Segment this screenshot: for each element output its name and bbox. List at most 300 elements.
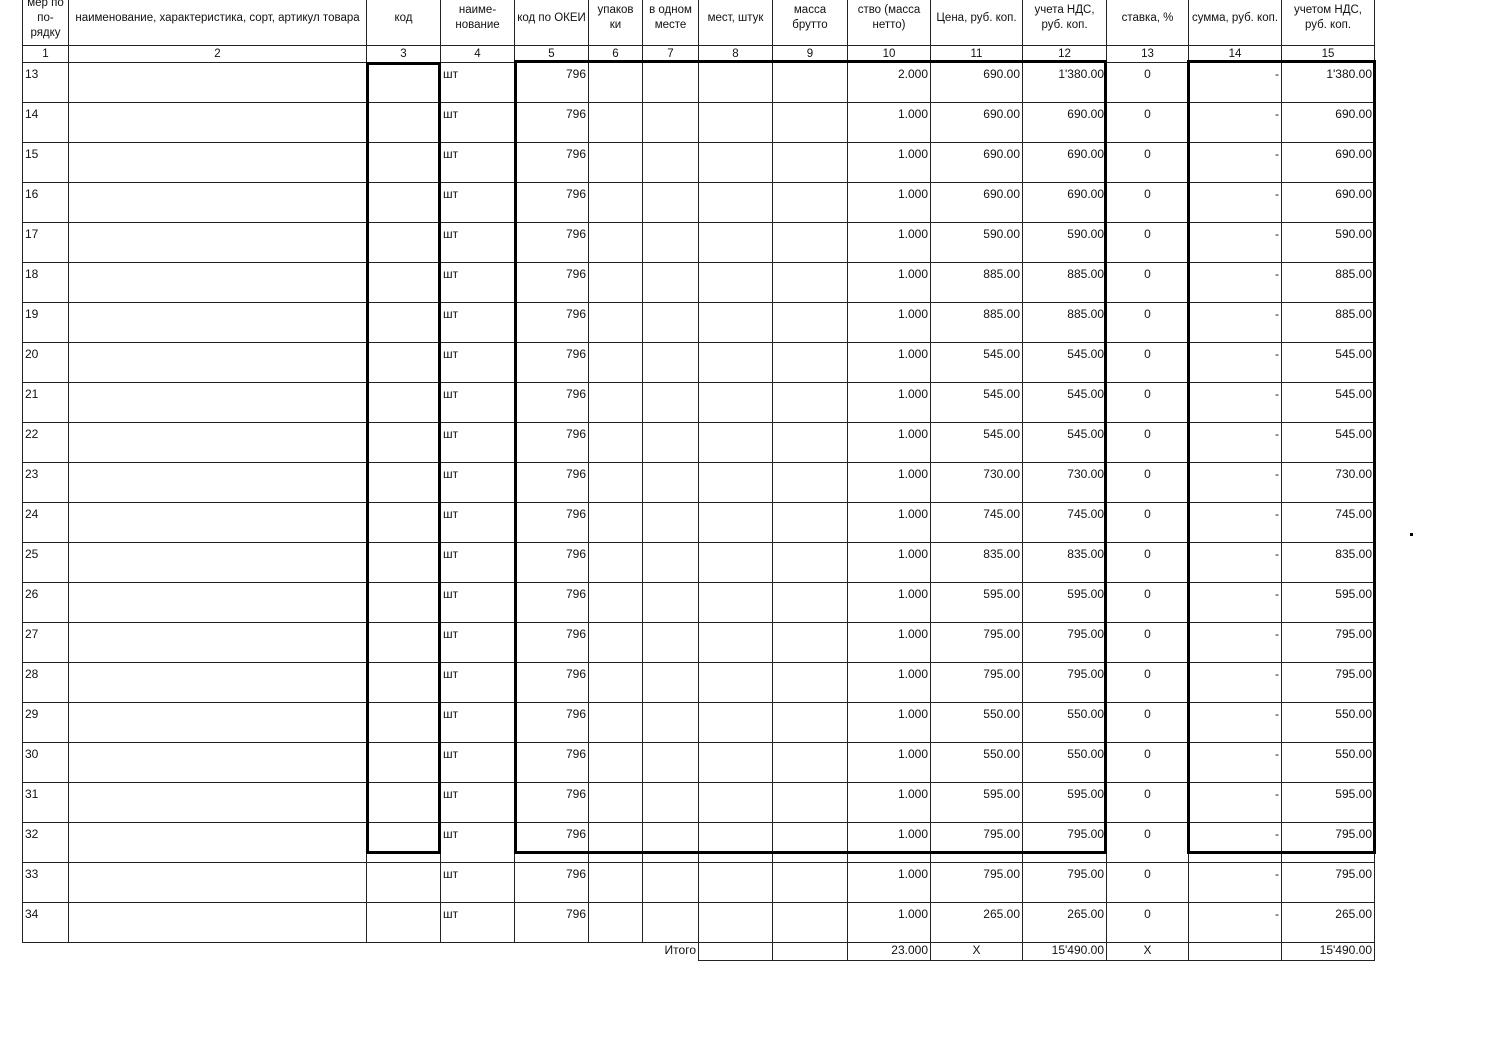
cell-total: 595.00 [1282, 583, 1375, 623]
cell-total: 545.00 [1282, 383, 1375, 423]
cell-okei: 796 [515, 743, 589, 783]
empty-cell [699, 303, 773, 343]
cell-qty: 1.000 [848, 343, 931, 383]
cell-n: 28 [23, 663, 69, 703]
column-number: 10 [848, 46, 931, 63]
cell-price: 835.00 [931, 543, 1023, 583]
cell-n: 15 [23, 143, 69, 183]
table-row [23, 703, 1375, 743]
empty-cell [367, 543, 441, 583]
cell-price: 690.00 [931, 63, 1023, 103]
header-row [23, 0, 1375, 46]
cell-qty: 1.000 [848, 503, 931, 543]
cell-vat-rate: 0 [1107, 263, 1189, 303]
cell-qty: 1.000 [848, 423, 931, 463]
empty-cell [773, 823, 848, 863]
empty-cell [367, 303, 441, 343]
empty-cell [773, 743, 848, 783]
cell-n: 21 [23, 383, 69, 423]
cell-okei: 796 [515, 103, 589, 143]
total-qty: 23.000 [848, 943, 931, 961]
cell-vat-sum: - [1189, 423, 1282, 463]
cell-n: 33 [23, 863, 69, 903]
empty-cell [589, 423, 643, 463]
empty-cell [773, 703, 848, 743]
cell-n: 34 [23, 903, 69, 943]
cell-total: 690.00 [1282, 183, 1375, 223]
empty-cell [589, 703, 643, 743]
empty-cell [367, 583, 441, 623]
empty-cell [589, 343, 643, 383]
cell-price: 795.00 [931, 663, 1023, 703]
cell-qty: 1.000 [848, 823, 931, 863]
cell-n: 32 [23, 823, 69, 863]
empty-cell [367, 103, 441, 143]
cell-okei: 796 [515, 623, 589, 663]
cell-unit: шт [441, 63, 515, 103]
empty-cell [589, 223, 643, 263]
cell-sum: 545.00 [1023, 383, 1107, 423]
cell-okei: 796 [515, 703, 589, 743]
cell-vat-rate: 0 [1107, 143, 1189, 183]
cell-vat-sum: - [1189, 503, 1282, 543]
cell-vat-sum: - [1189, 223, 1282, 263]
table-row [23, 303, 1375, 343]
cell-total: 1'380.00 [1282, 63, 1375, 103]
empty-cell [69, 663, 367, 703]
empty-cell [643, 303, 699, 343]
empty-cell [773, 223, 848, 263]
cell-total: 885.00 [1282, 303, 1375, 343]
column-header: упаков ки [589, 0, 643, 46]
column-number: 11 [931, 46, 1023, 63]
empty-cell [699, 263, 773, 303]
empty-cell [69, 223, 367, 263]
empty-cell [69, 303, 367, 343]
cell-okei: 796 [515, 303, 589, 343]
cell-total: 545.00 [1282, 423, 1375, 463]
cell-total: 795.00 [1282, 663, 1375, 703]
empty-cell [367, 63, 441, 103]
cell-sum: 795.00 [1023, 623, 1107, 663]
cell-n: 31 [23, 783, 69, 823]
cell-sum: 745.00 [1023, 503, 1107, 543]
cell-vat-rate: 0 [1107, 63, 1189, 103]
cell-sum: 545.00 [1023, 343, 1107, 383]
empty-cell [23, 943, 69, 961]
cell-unit: шт [441, 663, 515, 703]
cell-vat-sum: - [1189, 663, 1282, 703]
cell-sum: 690.00 [1023, 183, 1107, 223]
empty-cell [773, 423, 848, 463]
cell-qty: 1.000 [848, 583, 931, 623]
cell-qty: 1.000 [848, 903, 931, 943]
cell-sum: 595.00 [1023, 783, 1107, 823]
cell-vat-sum: - [1189, 183, 1282, 223]
empty-cell [589, 583, 643, 623]
cell-price: 550.00 [931, 703, 1023, 743]
cell-sum: 795.00 [1023, 823, 1107, 863]
empty-cell [589, 623, 643, 663]
cell-vat-rate: 0 [1107, 503, 1189, 543]
cell-okei: 796 [515, 863, 589, 903]
totals-row [23, 943, 1375, 961]
cell-sum: 835.00 [1023, 543, 1107, 583]
cell-n: 18 [23, 263, 69, 303]
cell-vat-rate: 0 [1107, 663, 1189, 703]
cell-qty: 1.000 [848, 463, 931, 503]
cell-unit: шт [441, 823, 515, 863]
empty-cell [643, 863, 699, 903]
cell-total: 885.00 [1282, 263, 1375, 303]
cell-sum: 550.00 [1023, 703, 1107, 743]
column-header: наименование, характеристика, сорт, артикул товара [69, 0, 367, 46]
empty-cell [367, 663, 441, 703]
cell-price: 885.00 [931, 263, 1023, 303]
cell-vat-rate: 0 [1107, 303, 1189, 343]
empty-cell [643, 103, 699, 143]
empty-cell [589, 183, 643, 223]
empty-cell [773, 183, 848, 223]
empty-cell [589, 143, 643, 183]
cell-vat-rate: 0 [1107, 463, 1189, 503]
empty-cell [69, 783, 367, 823]
cell-sum: 730.00 [1023, 463, 1107, 503]
column-number: 6 [589, 46, 643, 63]
column-number: 13 [1107, 46, 1189, 63]
cell-price: 795.00 [931, 623, 1023, 663]
empty-cell [699, 823, 773, 863]
cell-okei: 796 [515, 63, 589, 103]
cell-price: 545.00 [931, 383, 1023, 423]
cell-qty: 1.000 [848, 543, 931, 583]
empty-cell [699, 943, 773, 961]
table-row [23, 623, 1375, 663]
cell-vat-sum: - [1189, 703, 1282, 743]
cell-sum: 550.00 [1023, 743, 1107, 783]
cell-vat-sum: - [1189, 463, 1282, 503]
column-header: учетом НДС, руб. коп. [1282, 0, 1375, 46]
cell-unit: шт [441, 423, 515, 463]
empty-cell [773, 543, 848, 583]
empty-cell [643, 503, 699, 543]
table-row [23, 103, 1375, 143]
cell-okei: 796 [515, 183, 589, 223]
empty-cell [589, 103, 643, 143]
column-number-row [23, 46, 1375, 63]
cell-vat-rate: 0 [1107, 583, 1189, 623]
empty-cell [643, 343, 699, 383]
cell-price: 730.00 [931, 463, 1023, 503]
table-row [23, 543, 1375, 583]
empty-cell [699, 63, 773, 103]
empty-cell [699, 663, 773, 703]
cell-unit: шт [441, 183, 515, 223]
empty-cell [69, 863, 367, 903]
cell-n: 25 [23, 543, 69, 583]
table-row [23, 263, 1375, 303]
column-number: 15 [1282, 46, 1375, 63]
cell-okei: 796 [515, 903, 589, 943]
column-number: 4 [441, 46, 515, 63]
total-price: X [931, 943, 1023, 961]
cell-okei: 796 [515, 503, 589, 543]
cell-total: 795.00 [1282, 623, 1375, 663]
empty-cell [589, 63, 643, 103]
cell-okei: 796 [515, 823, 589, 863]
cell-vat-sum: - [1189, 863, 1282, 903]
empty-cell [643, 623, 699, 663]
empty-cell [69, 263, 367, 303]
cell-vat-rate: 0 [1107, 423, 1189, 463]
cell-vat-sum: - [1189, 63, 1282, 103]
empty-cell [643, 383, 699, 423]
cell-okei: 796 [515, 543, 589, 583]
empty-cell [367, 703, 441, 743]
cell-vat-rate: 0 [1107, 863, 1189, 903]
table-row [23, 63, 1375, 103]
cell-price: 590.00 [931, 223, 1023, 263]
empty-cell [699, 703, 773, 743]
empty-cell [773, 303, 848, 343]
empty-cell [367, 823, 441, 863]
empty-cell [699, 343, 773, 383]
cell-sum: 545.00 [1023, 423, 1107, 463]
empty-cell [699, 783, 773, 823]
cell-n: 24 [23, 503, 69, 543]
empty-cell [69, 583, 367, 623]
cell-price: 795.00 [931, 863, 1023, 903]
cell-total: 690.00 [1282, 143, 1375, 183]
cell-vat-sum: - [1189, 623, 1282, 663]
empty-cell [699, 103, 773, 143]
table-row [23, 743, 1375, 783]
empty-cell [699, 183, 773, 223]
cell-okei: 796 [515, 383, 589, 423]
column-header: сумма, руб. коп. [1189, 0, 1282, 46]
empty-cell [643, 263, 699, 303]
cell-vat-sum: - [1189, 303, 1282, 343]
empty-cell [69, 463, 367, 503]
cell-price: 545.00 [931, 343, 1023, 383]
empty-cell [69, 423, 367, 463]
cell-sum: 1'380.00 [1023, 63, 1107, 103]
cell-unit: шт [441, 583, 515, 623]
empty-cell [367, 903, 441, 943]
empty-cell [699, 463, 773, 503]
table-row [23, 503, 1375, 543]
cell-total: 590.00 [1282, 223, 1375, 263]
empty-cell [589, 783, 643, 823]
empty-cell [589, 823, 643, 863]
empty-cell [69, 383, 367, 423]
column-number: 1 [23, 46, 69, 63]
cell-vat-rate: 0 [1107, 623, 1189, 663]
cell-n: 19 [23, 303, 69, 343]
empty-cell [643, 183, 699, 223]
empty-cell [69, 943, 367, 961]
cell-unit: шт [441, 263, 515, 303]
empty-cell [773, 263, 848, 303]
empty-cell [367, 743, 441, 783]
empty-cell [773, 343, 848, 383]
cell-unit: шт [441, 543, 515, 583]
empty-cell [643, 463, 699, 503]
total-sum: 15'490.00 [1023, 943, 1107, 961]
empty-cell [589, 663, 643, 703]
empty-cell [367, 463, 441, 503]
cell-vat-sum: - [1189, 543, 1282, 583]
column-header: учета НДС, руб. коп. [1023, 0, 1107, 46]
empty-cell [69, 823, 367, 863]
cell-okei: 796 [515, 663, 589, 703]
column-header: код по ОКЕИ [515, 0, 589, 46]
table-row [23, 583, 1375, 623]
empty-cell [643, 63, 699, 103]
cell-sum: 590.00 [1023, 223, 1107, 263]
column-header: наиме-нование [441, 0, 515, 46]
cell-price: 545.00 [931, 423, 1023, 463]
cell-n: 17 [23, 223, 69, 263]
cell-unit: шт [441, 303, 515, 343]
cell-sum: 885.00 [1023, 303, 1107, 343]
empty-cell [643, 703, 699, 743]
cell-vat-rate: 0 [1107, 183, 1189, 223]
empty-cell [643, 223, 699, 263]
empty-cell [699, 743, 773, 783]
cell-unit: шт [441, 503, 515, 543]
empty-cell [699, 903, 773, 943]
empty-cell [367, 863, 441, 903]
empty-cell [69, 143, 367, 183]
empty-cell [589, 383, 643, 423]
cell-qty: 1.000 [848, 143, 931, 183]
empty-cell [699, 383, 773, 423]
empty-cell [643, 903, 699, 943]
cell-price: 885.00 [931, 303, 1023, 343]
cell-total: 545.00 [1282, 343, 1375, 383]
cell-vat-rate: 0 [1107, 783, 1189, 823]
empty-cell [367, 943, 441, 961]
empty-cell [69, 183, 367, 223]
empty-cell [773, 863, 848, 903]
cell-n: 14 [23, 103, 69, 143]
cell-total: 265.00 [1282, 903, 1375, 943]
column-header: мер по по-рядку [23, 0, 69, 46]
column-number: 2 [69, 46, 367, 63]
cell-n: 23 [23, 463, 69, 503]
table-row [23, 663, 1375, 703]
cell-vat-sum: - [1189, 343, 1282, 383]
empty-cell [643, 143, 699, 183]
cell-n: 20 [23, 343, 69, 383]
table-row [23, 903, 1375, 943]
cell-total: 550.00 [1282, 743, 1375, 783]
empty-cell [69, 63, 367, 103]
total-vat-rate: X [1107, 943, 1189, 961]
cell-total: 795.00 [1282, 823, 1375, 863]
cell-vat-sum: - [1189, 143, 1282, 183]
empty-cell [589, 263, 643, 303]
total-label: Итого [664, 943, 696, 957]
cell-sum: 690.00 [1023, 143, 1107, 183]
cell-qty: 2.000 [848, 63, 931, 103]
cell-vat-rate: 0 [1107, 743, 1189, 783]
empty-cell [367, 423, 441, 463]
cell-qty: 1.000 [848, 223, 931, 263]
empty-cell [589, 743, 643, 783]
cell-qty: 1.000 [848, 703, 931, 743]
cell-unit: шт [441, 463, 515, 503]
cell-qty: 1.000 [848, 623, 931, 663]
empty-cell [643, 823, 699, 863]
table-row [23, 143, 1375, 183]
empty-cell [773, 783, 848, 823]
empty-cell [367, 263, 441, 303]
empty-cell [699, 223, 773, 263]
cell-price: 595.00 [931, 783, 1023, 823]
empty-cell [367, 183, 441, 223]
total-total: 15'490.00 [1282, 943, 1375, 961]
empty-cell [69, 703, 367, 743]
table-row [23, 783, 1375, 823]
cell-total: 730.00 [1282, 463, 1375, 503]
invoice-table [22, 0, 1375, 961]
empty-cell [773, 463, 848, 503]
column-header: ставка, % [1107, 0, 1189, 46]
cell-n: 26 [23, 583, 69, 623]
cell-sum: 690.00 [1023, 103, 1107, 143]
empty-cell [69, 543, 367, 583]
column-number: 14 [1189, 46, 1282, 63]
column-number: 9 [773, 46, 848, 63]
empty-cell [773, 503, 848, 543]
column-header: Цена, руб. коп. [931, 0, 1023, 46]
cell-price: 265.00 [931, 903, 1023, 943]
empty-cell [643, 543, 699, 583]
cell-unit: шт [441, 903, 515, 943]
empty-cell [699, 623, 773, 663]
cell-price: 745.00 [931, 503, 1023, 543]
cell-sum: 265.00 [1023, 903, 1107, 943]
cell-total: 835.00 [1282, 543, 1375, 583]
cell-unit: шт [441, 223, 515, 263]
cell-vat-sum: - [1189, 103, 1282, 143]
cell-qty: 1.000 [848, 183, 931, 223]
cell-total: 550.00 [1282, 703, 1375, 743]
column-number: 7 [643, 46, 699, 63]
cell-vat-sum: - [1189, 583, 1282, 623]
table-row [23, 463, 1375, 503]
cell-unit: шт [441, 703, 515, 743]
cell-vat-rate: 0 [1107, 383, 1189, 423]
empty-cell [1189, 943, 1282, 961]
empty-cell [589, 863, 643, 903]
cell-unit: шт [441, 623, 515, 663]
empty-cell [699, 543, 773, 583]
column-number: 8 [699, 46, 773, 63]
empty-cell [367, 343, 441, 383]
cell-qty: 1.000 [848, 103, 931, 143]
cell-okei: 796 [515, 223, 589, 263]
empty-cell [773, 623, 848, 663]
empty-cell [643, 783, 699, 823]
cell-price: 690.00 [931, 143, 1023, 183]
empty-cell [69, 623, 367, 663]
table-row [23, 863, 1375, 903]
cell-price: 795.00 [931, 823, 1023, 863]
cell-okei: 796 [515, 463, 589, 503]
